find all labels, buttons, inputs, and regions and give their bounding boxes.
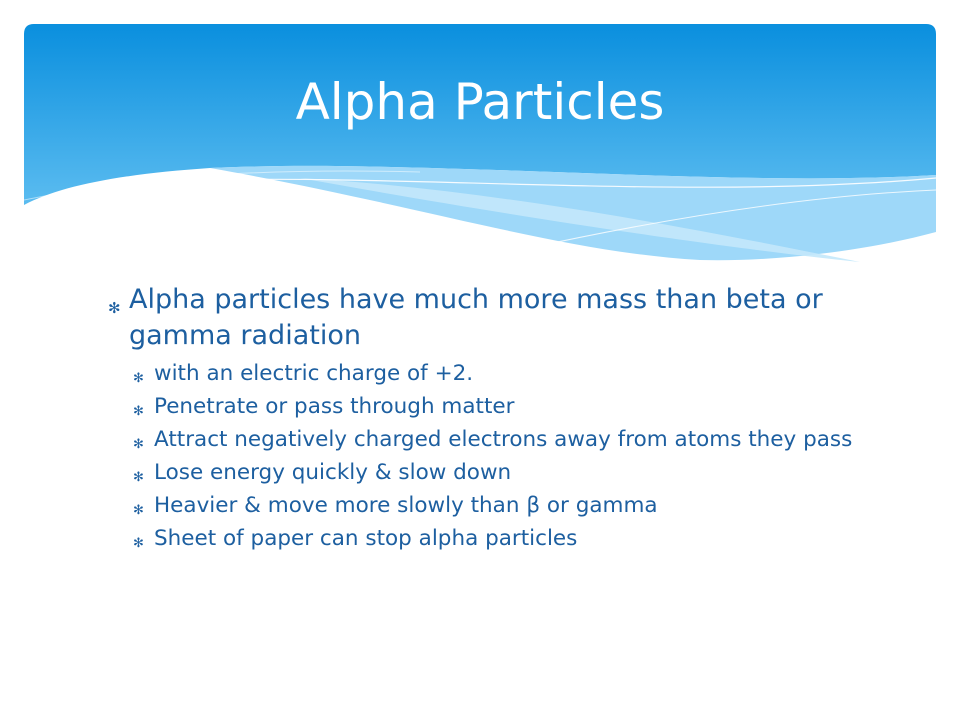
sub-bullet-text: Heavier & move more slowly than β or gamma [154,493,658,518]
sub-bullet-text: Attract negatively charged electrons away from atoms they pass [154,427,853,452]
header-wave-banner [0,0,960,300]
main-bullet [108,282,868,354]
sub-bullet [133,459,868,486]
sub-bullet [133,393,868,420]
asterisk-icon: ✻ [133,503,144,518]
sub-bullet [133,426,868,453]
main-bullet-text: Alpha particles have much more mass than beta or gamma radiation [129,284,823,351]
sub-bullet-text: with an electric charge of +2. [154,361,474,386]
sub-bullet-text: Sheet of paper can stop alpha particles [154,526,578,551]
sub-bullet-text: Penetrate or pass through matter [154,394,515,419]
asterisk-icon: ✻ [133,371,144,386]
asterisk-icon: ✻ [108,299,121,317]
bullet-list [108,282,868,558]
slide-title: Alpha Particles [295,73,665,131]
sub-bullet [133,360,868,387]
asterisk-icon: ✻ [133,437,144,452]
asterisk-icon: ✻ [133,404,144,419]
sub-bullet [133,525,868,552]
asterisk-icon: ✻ [133,470,144,485]
asterisk-icon: ✻ [133,536,144,551]
sub-bullet [133,492,868,519]
sub-bullet-text: Lose energy quickly & slow down [154,460,512,485]
